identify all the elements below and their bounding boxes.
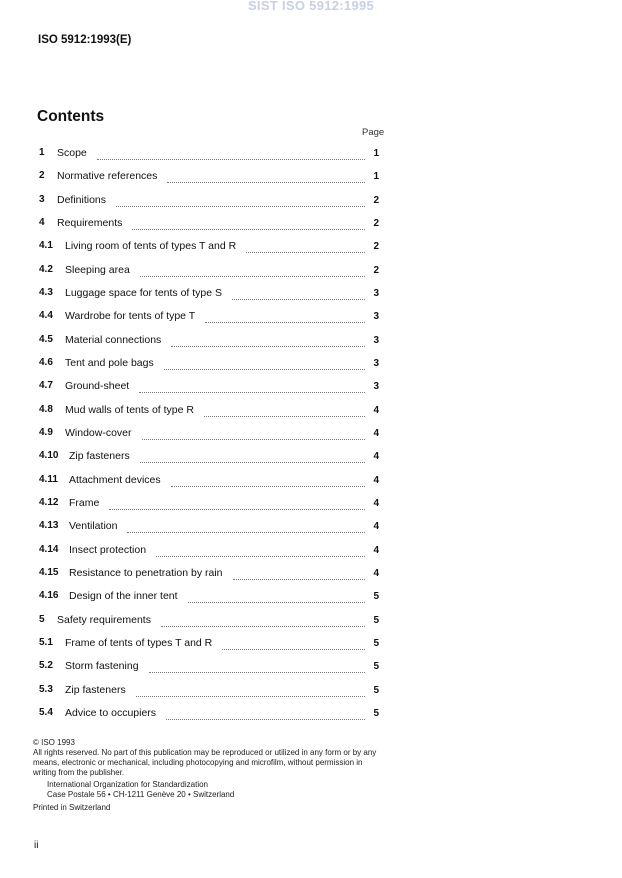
- toc-entry-number: 4.14: [39, 543, 59, 555]
- toc-entry-number: 4.12: [39, 496, 59, 508]
- toc-entry-page: 2: [373, 194, 379, 206]
- toc-entry-title: Ventilation: [69, 520, 118, 533]
- toc-entry-title: Frame: [69, 496, 100, 509]
- toc-leader-dots: [233, 571, 365, 580]
- toc-entry[interactable]: [39, 170, 381, 193]
- toc-entry-number: 5.4: [39, 706, 53, 718]
- toc-entry-title: Wardrobe for tents of type T: [65, 310, 196, 323]
- toc-entry-title: Requirements: [57, 216, 123, 229]
- toc-entry-page: 2: [373, 217, 379, 229]
- toc-leader-dots: [166, 711, 365, 720]
- toc-entry[interactable]: [39, 684, 381, 707]
- page-number: ii: [34, 840, 39, 851]
- toc-leader-dots: [132, 221, 365, 230]
- toc-entry-number: 5: [39, 613, 45, 625]
- toc-entry-number: 4.16: [39, 590, 59, 602]
- toc-entry-number: 4.8: [39, 403, 53, 415]
- toc-leader-dots: [139, 384, 365, 393]
- toc-entry[interactable]: [39, 240, 381, 263]
- toc-entry-number: 4.3: [39, 286, 53, 298]
- toc-leader-dots: [97, 151, 365, 160]
- toc-leader-dots: [149, 664, 365, 673]
- toc-entry-page: 4: [373, 427, 379, 439]
- toc-entry-title: Insect protection: [69, 543, 147, 556]
- toc-entry-page: 4: [373, 521, 379, 533]
- toc-leader-dots: [142, 431, 365, 440]
- toc-entry[interactable]: [39, 404, 381, 427]
- toc-entry[interactable]: [39, 194, 381, 217]
- toc-entry-number: 5.3: [39, 683, 53, 695]
- toc-entry-title: Storm fastening: [65, 660, 139, 673]
- toc-entry-page: 4: [373, 497, 379, 509]
- toc-entry-title: Tent and pole bags: [65, 356, 154, 369]
- toc-entry-page: 5: [373, 614, 379, 626]
- toc-entry-number: 3: [39, 193, 45, 205]
- toc-entry[interactable]: [39, 264, 381, 287]
- toc-entry-title: Advice to occupiers: [65, 706, 157, 719]
- toc-leader-dots: [204, 408, 365, 417]
- printed-in: Printed in Switzerland: [33, 803, 111, 812]
- toc-entry-page: 5: [373, 661, 379, 673]
- toc-entry-page: 2: [373, 264, 379, 276]
- toc-leader-dots: [116, 198, 365, 207]
- toc-leader-dots: [188, 594, 365, 603]
- toc-entry-number: 4.10: [39, 450, 59, 462]
- organization-name: International Organization for Standardization: [47, 780, 208, 789]
- toc-entry-number: 4.4: [39, 310, 53, 322]
- toc-entry-title: Luggage space for tents of type S: [65, 286, 223, 299]
- copyright-block: [33, 738, 381, 813]
- toc-entry-page: 5: [373, 591, 379, 603]
- toc-entry[interactable]: [39, 590, 381, 613]
- toc-entry-page: 4: [373, 544, 379, 556]
- toc-entry[interactable]: [39, 380, 381, 403]
- toc-entry-page: 2: [373, 241, 379, 253]
- contents-title: Contents: [37, 108, 105, 125]
- toc-entry-title: Material connections: [65, 333, 162, 346]
- toc-entry-number: 4.2: [39, 263, 53, 275]
- toc-entry-title: Ground-sheet: [65, 380, 130, 393]
- toc-leader-dots: [171, 338, 365, 347]
- toc-entry-title: Scope: [57, 147, 87, 159]
- toc-entry-title: Definitions: [57, 193, 107, 206]
- rights-statement: All rights reserved. No part of this publication may be reproduced or utilized in any form or by any means, electronic or mechanical, including photocopying and microfilm, without permission in writing from the publisher.: [33, 748, 377, 777]
- toc-entry[interactable]: [39, 520, 381, 543]
- toc-leader-dots: [109, 501, 365, 510]
- toc-entry-title: Resistance to penetration by rain: [69, 566, 223, 579]
- toc-entry-title: Zip fasteners: [65, 683, 126, 696]
- toc-entry-title: Sleeping area: [65, 263, 130, 276]
- toc-entry[interactable]: [39, 450, 381, 473]
- toc-entry-title: Design of the inner tent: [69, 590, 178, 603]
- page-column-label: Page: [362, 127, 385, 138]
- toc-entry-title: Living room of tents of types T and R: [65, 240, 237, 253]
- toc-entry[interactable]: [39, 660, 381, 683]
- toc-leader-dots: [156, 548, 365, 557]
- toc-entry-page: 3: [373, 357, 379, 369]
- toc-entry-number: 4.13: [39, 520, 59, 532]
- toc-entry-number: 4.11: [39, 473, 58, 485]
- toc-entry-page: 4: [373, 567, 379, 579]
- toc-entry-page: 5: [373, 707, 379, 719]
- toc-entry-number: 4.15: [39, 566, 59, 578]
- toc-entry-page: 3: [373, 287, 379, 299]
- toc-entry[interactable]: [39, 357, 381, 380]
- toc-leader-dots: [171, 478, 365, 487]
- toc-entry[interactable]: [39, 567, 381, 590]
- toc-entry[interactable]: [39, 614, 381, 637]
- toc-entry-number: 4.5: [39, 333, 53, 345]
- toc-entry[interactable]: [39, 707, 381, 730]
- toc-leader-dots: [140, 454, 365, 463]
- toc-entry[interactable]: [39, 544, 381, 567]
- toc-leader-dots: [232, 291, 365, 300]
- toc-entry-page: 3: [373, 334, 379, 346]
- toc-entry-title: Zip fasteners: [69, 450, 130, 463]
- toc-leader-dots: [167, 174, 365, 183]
- toc-entry-number: 5.2: [39, 660, 53, 672]
- toc-entry-number: 4.9: [39, 426, 53, 438]
- toc-entry-page: 1: [373, 171, 379, 183]
- standard-id: ISO 5912:1993(E): [38, 34, 132, 46]
- toc-entry-page: 5: [373, 637, 379, 649]
- table-of-contents: [39, 147, 381, 730]
- toc-entry[interactable]: [39, 310, 381, 333]
- toc-entry[interactable]: [39, 637, 381, 660]
- toc-entry-page: 4: [373, 474, 379, 486]
- toc-entry-page: 3: [373, 311, 379, 323]
- toc-entry-title: Normative references: [57, 170, 158, 183]
- toc-leader-dots: [164, 361, 365, 370]
- toc-entry[interactable]: [39, 497, 381, 520]
- toc-entry-number: 4: [39, 216, 45, 228]
- toc-leader-dots: [127, 524, 365, 533]
- toc-entry-number: 2: [39, 170, 45, 182]
- toc-entry[interactable]: [39, 334, 381, 357]
- toc-entry[interactable]: [39, 217, 381, 240]
- toc-leader-dots: [136, 688, 365, 697]
- toc-entry-number: 4.7: [39, 380, 53, 392]
- toc-entry[interactable]: [39, 147, 381, 170]
- toc-entry-page: 5: [373, 684, 379, 696]
- toc-leader-dots: [205, 314, 365, 323]
- toc-entry-page: 4: [373, 451, 379, 463]
- toc-entry-title: Attachment devices: [69, 473, 161, 486]
- toc-entry-number: 4.6: [39, 356, 53, 368]
- toc-leader-dots: [246, 244, 365, 253]
- toc-entry-page: 4: [373, 404, 379, 416]
- toc-entry[interactable]: [39, 427, 381, 450]
- organization-address: Case Postale 56 • CH-1211 Genève 20 • Switzerland: [47, 790, 235, 799]
- watermark: SIST ISO 5912:1995: [247, 0, 375, 13]
- toc-leader-dots: [140, 268, 365, 277]
- toc-entry-title: Safety requirements: [57, 613, 151, 626]
- toc-entry-number: 1: [39, 147, 45, 158]
- toc-entry-page: 1: [373, 148, 379, 159]
- toc-entry-title: Mud walls of tents of type R: [65, 403, 194, 416]
- toc-entry-number: 5.1: [39, 636, 53, 648]
- toc-entry-number: 4.1: [39, 240, 53, 252]
- toc-entry-page: 3: [373, 381, 379, 393]
- toc-leader-dots: [161, 618, 365, 627]
- toc-entry-title: Window-cover: [65, 426, 132, 439]
- toc-entry-title: Frame of tents of types T and R: [65, 636, 213, 649]
- toc-leader-dots: [222, 641, 365, 650]
- toc-entry[interactable]: [39, 287, 381, 310]
- toc-entry[interactable]: [39, 474, 381, 497]
- copyright-notice: © ISO 1993: [33, 738, 75, 747]
